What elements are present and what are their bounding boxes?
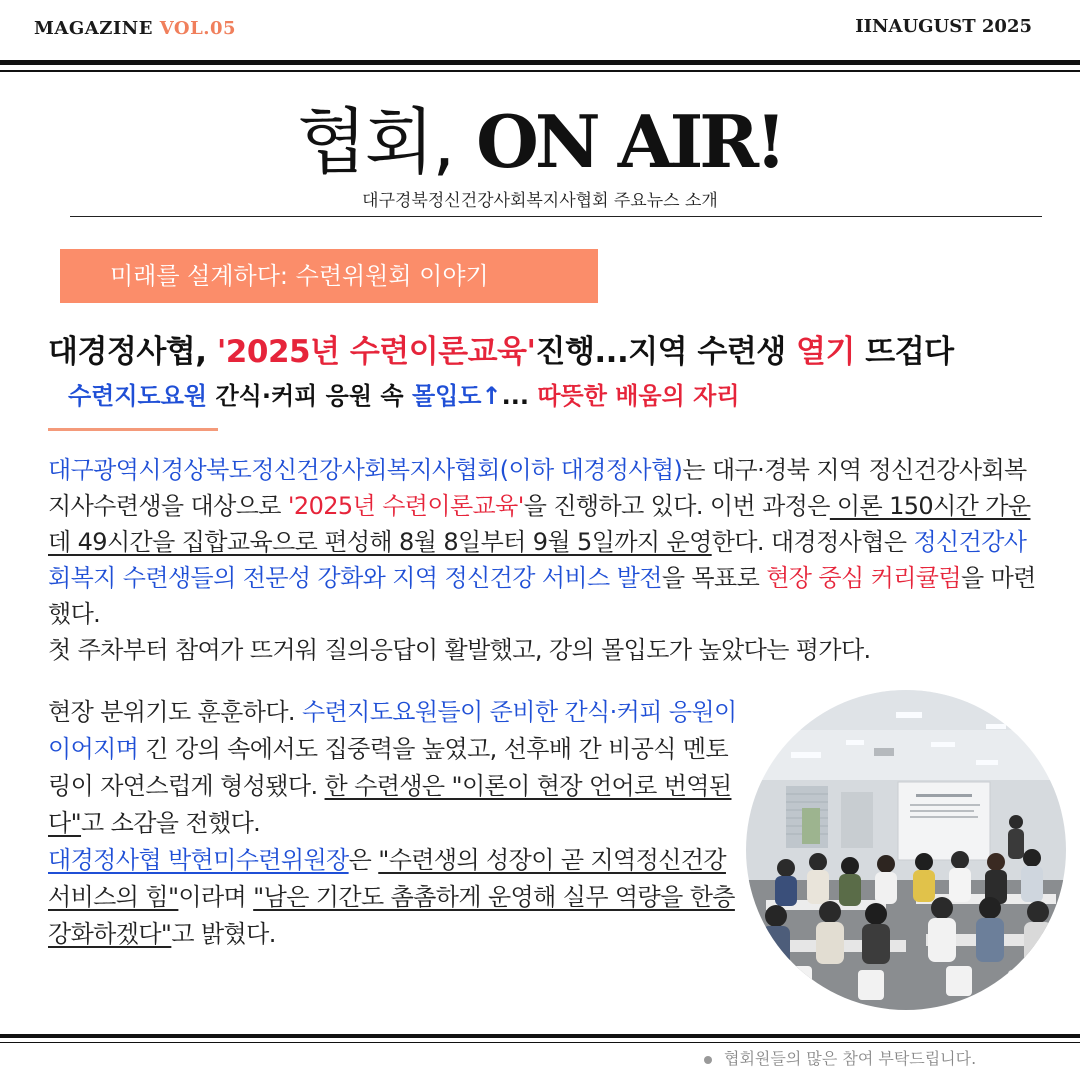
section-tag: 미래를 설계하다: 수련위원회 이야기: [60, 249, 598, 303]
footer-note: [704, 1046, 976, 1069]
body1-s6: 한다. 대경정사협은: [711, 528, 914, 556]
headline-part3: 진행...지역 수련생: [535, 334, 797, 370]
body2-s6: 대경정사협 박현미수련위원장: [48, 846, 349, 874]
body1-s2: 는 대구·경북 지역 정신건강사회복지사수련생을 대상으로: [48, 456, 1027, 520]
body1-paragraph: [48, 452, 1038, 632]
bottom-rule-thin: [0, 1042, 1080, 1043]
body2-s9: 이라며: [178, 883, 254, 911]
body1-s10: 을 마련했다.: [48, 564, 1036, 628]
body1-s8: 을 목표로: [661, 564, 767, 592]
subhead-part3: 몰입도↑: [411, 382, 502, 410]
subtitle-rule: [70, 216, 1042, 217]
headline-part4: 열기: [796, 334, 855, 370]
bullet-dot-icon: [704, 1056, 712, 1064]
body2-s10: "남은 기간도 촘촘하게 운영해 실무 역량을 한층 강화하겠다": [48, 883, 735, 948]
body1-s1: 대구광역시경상북도정신건강사회복지사협회(이하 대경정사협): [48, 456, 683, 484]
body2-s7: 은: [348, 846, 379, 874]
body2-paragraph-2: [48, 842, 748, 953]
body2-s2: 수련지도요원들이 준비한 간식·커피 응원이 이어지며: [48, 698, 737, 763]
subhead-part1: 수련지도요원: [68, 382, 208, 410]
page-subtitle: 대구경북정신건강사회복지사협회 주요뉴스 소개: [362, 191, 718, 211]
body2-s3: 긴 강의 속에서도 집중력을 높였고, 선후배 간 비공식 멘토링이 자연스럽게 형성됐다.: [48, 735, 729, 800]
footer-note-text: 협회원들의 많은 참여 부탁드립니다.: [724, 1049, 977, 1068]
page-title: [0, 100, 1080, 184]
headline-part5: 뜨겁다: [854, 334, 954, 370]
subhead-part2: 간식·커피 응원 속: [207, 382, 412, 410]
body1-s9: 현장 중심 커리큘럼: [766, 564, 961, 592]
body1-s4: 을 진행하고 있다. 이번 과정은: [523, 492, 830, 520]
article-body-2: [48, 694, 748, 953]
body1-paragraph-2: 첫 주차부터 참여가 뜨거워 질의응답이 활발했고, 강의 몰입도가 높았다는 평가다.: [48, 636, 871, 664]
classroom-photo: [746, 690, 1066, 1010]
body2-s1: 현장 분위기도 훈훈하다.: [48, 698, 302, 726]
headline-part1: 대경정사협,: [48, 334, 217, 370]
body1-s5: 이론 150시간 가운데 49시간을 집합교육으로 편성해 8월 8일부터 9월 5일까지 운영: [48, 492, 1031, 556]
headline-part2: '2025년 수련이론교육': [216, 334, 536, 370]
title-korean: 협회,: [297, 100, 454, 184]
magazine-name: MAGAZINE: [34, 18, 153, 39]
top-rule-thick: [0, 60, 1080, 65]
body2-s5: 고 소감을 전했다.: [81, 809, 261, 837]
subhead-part5: 따뜻한 배움의 자리: [537, 382, 740, 410]
body1-s7: 정신건강사회복지 수련생들의 전문성 강화와 지역 정신건강 서비스 발전: [48, 528, 1027, 592]
subhead-part4: ...: [501, 382, 538, 410]
article-subheadline: [68, 376, 740, 411]
body2-paragraph: [48, 694, 748, 842]
article-headline: [48, 326, 954, 371]
body2-s11: 고 밝혔다.: [171, 920, 276, 948]
article-body-1: [48, 452, 1038, 668]
accent-divider: [48, 428, 218, 431]
magazine-label: [34, 18, 236, 39]
bottom-rule-thick: [0, 1034, 1080, 1038]
body2-s4: 한 수련생은 "이론이 현장 언어로 번역된다": [48, 772, 732, 837]
magazine-volume: VOL.05: [159, 18, 237, 39]
body1-s3: '2025년 수련이론교육': [287, 492, 524, 520]
top-rule-thin: [0, 70, 1080, 72]
issue-date: IINAUGUST 2025: [855, 16, 1032, 37]
title-english: ON AIR!: [476, 99, 783, 184]
body2-s8: "수련생의 성장이 곧 지역정신건강서비스의 힘": [48, 846, 726, 911]
